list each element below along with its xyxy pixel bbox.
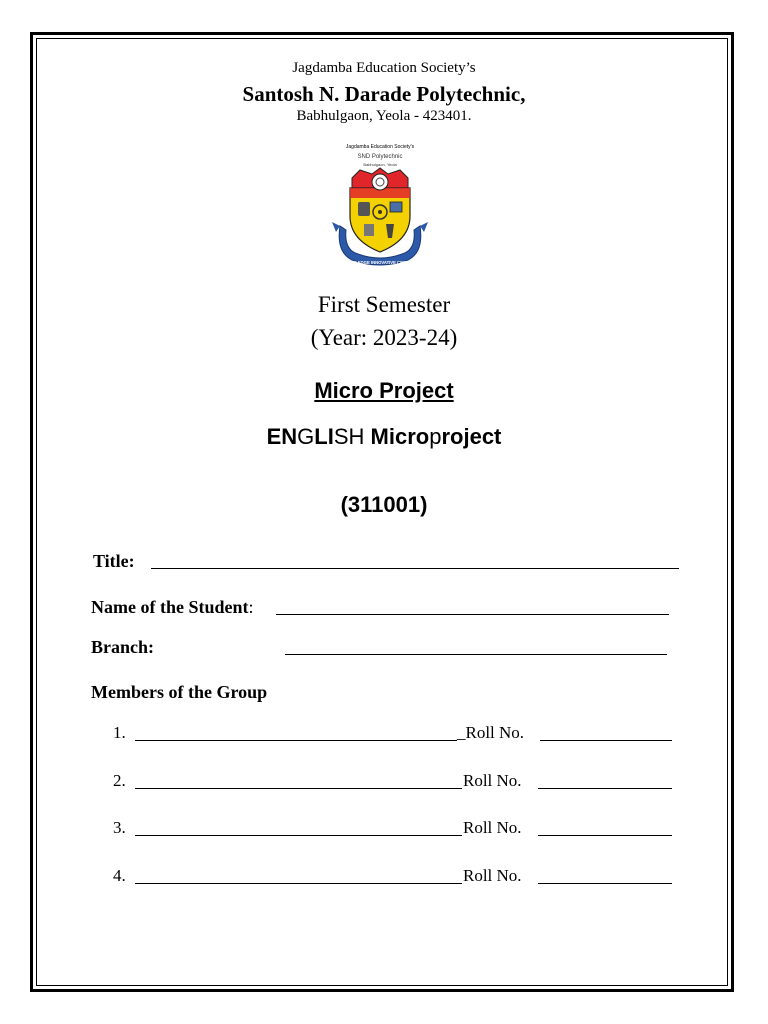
member-name-line-4[interactable] bbox=[135, 883, 462, 884]
college-address: Babhulgaon, Yeola - 423401. bbox=[296, 108, 472, 124]
semester-text: First Semester bbox=[317, 292, 451, 317]
logo-sub-text: Babhulgaon, Yeola bbox=[363, 162, 397, 167]
title-blank-line[interactable] bbox=[151, 568, 679, 569]
member-number-4: 4. bbox=[113, 866, 126, 885]
subject-part-5: Micro bbox=[364, 424, 430, 449]
roll-label-1: _Roll No. bbox=[457, 723, 525, 742]
member-name-line-2[interactable] bbox=[135, 788, 462, 789]
subject-part-4: SH bbox=[333, 424, 365, 449]
society-name: Jagdamba Education Society’s bbox=[292, 60, 476, 76]
student-name-label bbox=[91, 597, 254, 618]
member-number-1: 1. bbox=[113, 723, 126, 742]
member-number-2: 2. bbox=[113, 771, 126, 790]
academic-year: (Year: 2023-24) bbox=[310, 325, 458, 350]
college-name: Santosh N. Darade Polytechnic, bbox=[242, 82, 526, 106]
roll-label-4: Roll No. bbox=[463, 866, 522, 885]
roll-number-line-1[interactable] bbox=[540, 740, 672, 741]
logo-ribbon-text: KNOWLEDGE INNOVATIVE CREATIVE bbox=[342, 260, 418, 265]
roll-number-line-4[interactable] bbox=[538, 883, 672, 884]
member-number-3: 3. bbox=[113, 818, 126, 837]
document-heading: Micro Project bbox=[314, 378, 454, 403]
subject-part-3: LI bbox=[314, 424, 334, 449]
roll-number-line-2[interactable] bbox=[538, 788, 672, 789]
subject-title bbox=[0, 424, 768, 450]
subject-part-6: p bbox=[429, 424, 442, 449]
member-name-line-3[interactable] bbox=[135, 835, 462, 836]
course-code: (311001) bbox=[340, 492, 428, 517]
member-name-line-1[interactable] bbox=[135, 740, 457, 741]
subject-part-2: G bbox=[297, 424, 315, 449]
branch-label: Branch: bbox=[91, 637, 154, 657]
roll-label-2: Roll No. bbox=[463, 771, 522, 790]
subject-part-7: roject bbox=[441, 424, 502, 449]
student-name-blank-line[interactable] bbox=[276, 614, 669, 615]
student-name-colon: : bbox=[248, 597, 254, 617]
college-logo-emblem bbox=[322, 140, 438, 280]
student-name-label-text: Name of the Student bbox=[91, 597, 249, 617]
roll-number-line-3[interactable] bbox=[538, 835, 672, 836]
roll-label-3: Roll No. bbox=[463, 818, 522, 837]
subject-part-1: EN bbox=[266, 424, 298, 449]
logo-top-text: Jagdamba Education Society's bbox=[345, 144, 415, 150]
branch-blank-line[interactable] bbox=[285, 654, 667, 655]
logo-arc-text: SND Polytechnic bbox=[357, 154, 403, 160]
title-label: Title: bbox=[93, 551, 135, 571]
members-label: Members of the Group bbox=[91, 682, 268, 702]
